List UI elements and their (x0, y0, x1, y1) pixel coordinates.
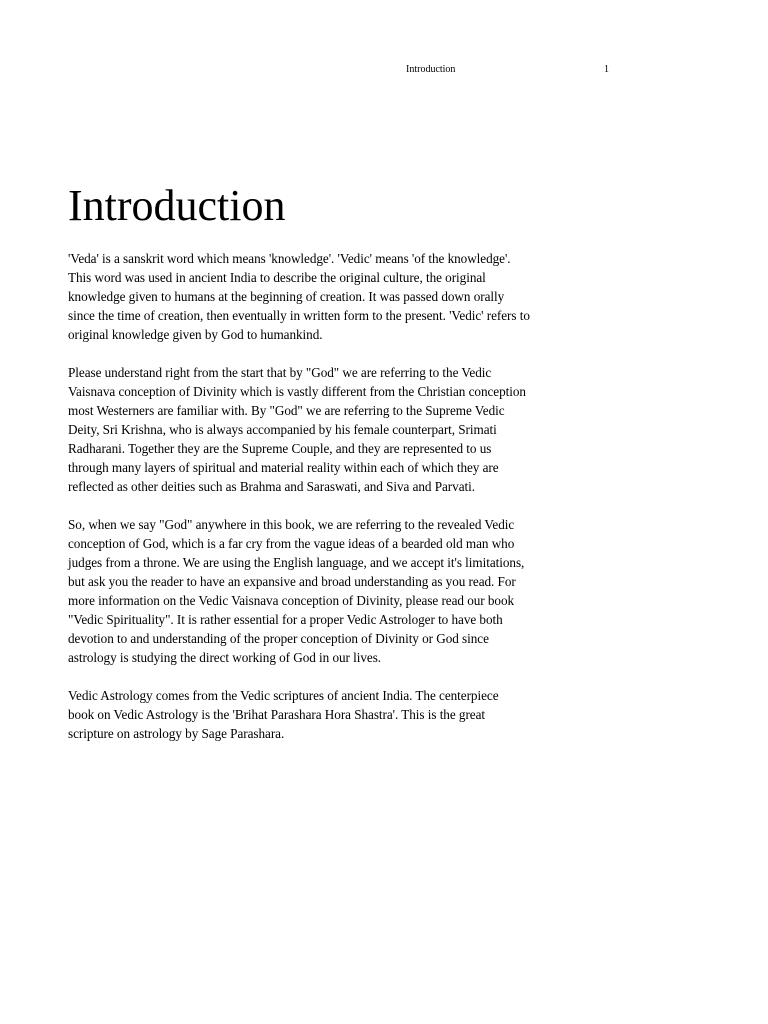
text-line: devotion to and understanding of the proper conception of Divinity or God since (68, 631, 489, 646)
paragraph-revealed-conception (68, 515, 608, 667)
text-line: astrology is studying the direct working of God in our lives. (68, 650, 382, 665)
body-text (68, 249, 608, 762)
paragraph-conception-of-god (68, 363, 608, 496)
text-line: reflected as other deities such as Brahma and Saraswati, and Siva and Parvati. (68, 479, 475, 494)
text-line: 'Veda' is a sanskrit word which means 'knowledge'. 'Vedic' means 'of the knowledge'. (68, 251, 511, 266)
text-line: since the time of creation, then eventually in written form to the present. 'Vedic' refers to (68, 308, 530, 323)
text-line: knowledge given to humans at the beginning of creation. It was passed down orally (68, 289, 505, 304)
text-line: but ask you the reader to have an expansive and broad understanding as you read. For (68, 574, 516, 589)
text-line: This word was used in ancient India to describe the original culture, the original (68, 270, 486, 285)
text-line: Please understand right from the start that by "God" we are referring to the Vedic (68, 365, 492, 380)
text-line: So, when we say "God" anywhere in this book, we are referring to the revealed Vedic (68, 517, 515, 532)
text-line: Deity, Sri Krishna, who is always accompanied by his female counterpart, Srimati (68, 422, 497, 437)
text-line: Vedic Astrology comes from the Vedic scriptures of ancient India. The centerpiece (68, 688, 499, 703)
running-header (0, 63, 768, 77)
text-line: scripture on astrology by Sage Parashara. (68, 726, 285, 741)
text-line: Vaisnava conception of Divinity which is vastly different from the Christian conception (68, 384, 526, 399)
text-line: more information on the Vedic Vaisnava conception of Divinity, please read our book (68, 593, 515, 608)
page-title: Introduction (68, 181, 286, 230)
text-line: through many layers of spiritual and material reality within each of which they are (68, 460, 499, 475)
text-line: most Westerners are familiar with. By "God" we are referring to the Supreme Vedic (68, 403, 505, 418)
text-line: book on Vedic Astrology is the 'Brihat Parashara Hora Shastra'. This is the great (68, 707, 486, 722)
header-page-number: 1 (604, 64, 609, 75)
paragraph-vedic-astrology (68, 686, 608, 743)
header-title: Introduction (406, 64, 456, 75)
text-line: judges from a throne. We are using the English language, and we accept it's limitations, (68, 555, 525, 570)
text-line: Radharani. Together they are the Supreme Couple, and they are represented to us (68, 441, 492, 456)
paragraph-veda-definition (68, 249, 608, 344)
text-line: original knowledge given by God to humankind. (68, 327, 323, 342)
text-line: "Vedic Spirituality". It is rather essential for a proper Vedic Astrologer to have both (68, 612, 503, 627)
text-line: conception of God, which is a far cry from the vague ideas of a bearded old man who (68, 536, 515, 551)
